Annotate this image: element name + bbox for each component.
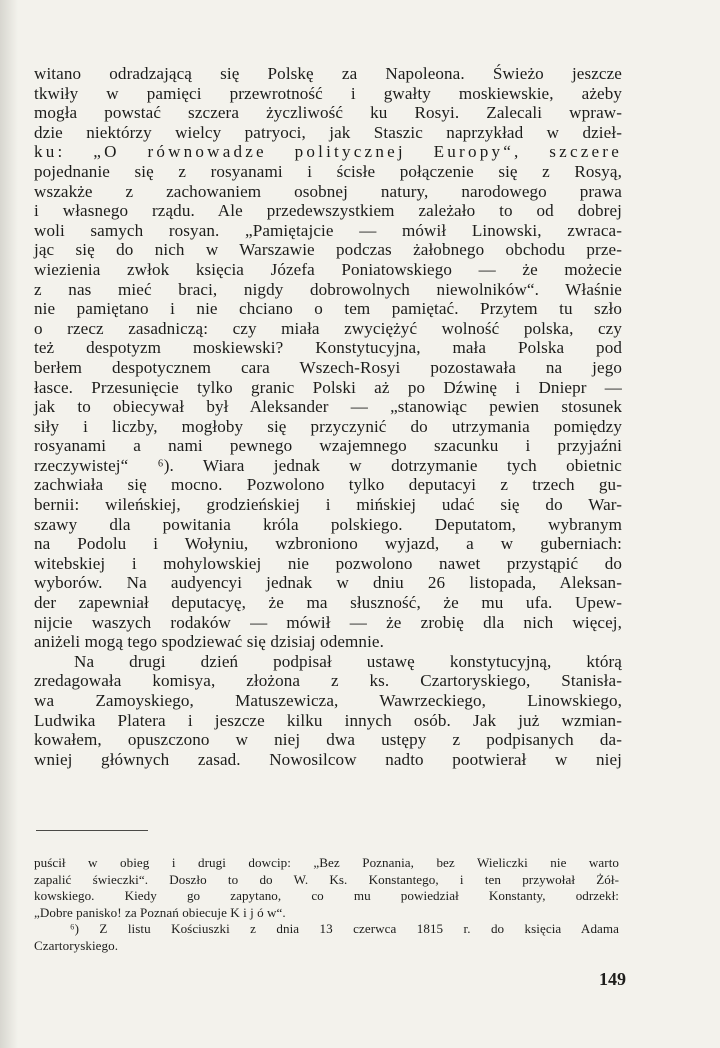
text-line: kowałem, opuszczono w niej dwa ustępy z podpisanych da-	[34, 730, 622, 750]
text-line: dzie niektórzy wielcy patryoci, jak Staszic naprzykład w dzieł-	[34, 122, 622, 142]
text-line: tkwiły w pamięci przewrotność i gwałty moskiewskie, ażeby	[34, 83, 622, 103]
text-line: pojednanie się z rosyanami i ścisłe połączenie się z Rosyą,	[34, 161, 622, 181]
text-line: wszakże z zachowaniem osobnej natury, narodowego prawa	[34, 181, 622, 201]
text-line: jak to obiecywał był Aleksander — „stanowiąc pewien stosunek	[34, 397, 622, 417]
text-line: Ludwika Platera i jeszcze kilku innych osób. Jak już wzmian-	[34, 710, 622, 730]
text-line: siły i liczby, mogłoby się przyczynić do utrzymania pomiędzy	[34, 416, 622, 436]
text-line: nijcie waszych rodaków — mówił — że zrobię dla nich więcej,	[34, 612, 622, 632]
footnote-divider	[36, 830, 148, 831]
page-number: 149	[599, 969, 626, 989]
footnote-line: kowskiego. Kiedy go zapytano, co mu powiedział Konstanty, odrzekł:	[34, 888, 619, 904]
text-line: ku: „O równowadze politycznej Europy“, szczere	[34, 142, 622, 162]
text-line: wiezienia zwłok księcia Józefa Poniatowskiego — że możecie	[34, 259, 622, 279]
page-spine-shadow	[0, 0, 18, 1048]
footnote-line: zapalić świeczki“. Doszło to do W. Ks. Konstantego, i ten przywołał Żół-	[34, 871, 619, 887]
text-line: mogła powstać szczera życzliwość ku Rosyi. Zalecali wpraw-	[34, 103, 622, 123]
text-line: zredagowała komisya, złożona z ks. Czartoryskiego, Stanisła-	[34, 671, 622, 691]
text-line: witano odradzającą się Polskę za Napoleona. Świeżo jeszcze	[34, 64, 622, 83]
text-line: szawy dla powitania króla polskiego. Deputatom, wybranym	[34, 514, 622, 534]
text-line: woli samych rosyan. „Pamiętajcie — mówił Linowski, zwraca-	[34, 220, 622, 240]
text-line: berłem despotycznem cara Wszech-Rosyi pozostawała na jego	[34, 357, 622, 377]
text-line: jąc się do nich w Warszawie podczas żałobnego obchodu prze-	[34, 240, 622, 260]
main-text	[34, 64, 622, 769]
text-line: i własnego rządu. Ale przedewszystkiem zależało to od dobrej	[34, 201, 622, 221]
text-line: z nas mieć braci, nigdy dobrowolnych niewolników“. Właśnie	[34, 279, 622, 299]
text-line: aniżeli mogą tego spodziewać się dzisiaj odemnie.	[34, 632, 384, 652]
text-line: łasce. Przesunięcie tylko granic Polski aż po Dźwinę i Dniepr —	[34, 377, 622, 397]
text-line: zachwiała się mocno. Pozwolono tylko deputacyi z trzech gu-	[34, 475, 622, 495]
text-line: wniej głównych zasad. Nowosilcow nadto pootwierał w niej	[34, 749, 622, 769]
text-line: Na drugi dzień podpisał ustawę konstytucyjną, którą	[74, 651, 622, 671]
text-line: nie pamiętano i nie chciano o tem pamiętać. Przytem tu szło	[34, 299, 622, 319]
footnote-line: Czartoryskiego.	[34, 937, 119, 953]
text-line: witebskiej i mohylowskiej nie pozwolono nawet przystąpić do	[34, 553, 622, 573]
text-line: wa Zamoyskiego, Matuszewicza, Wawrzeckiego, Linowskiego,	[34, 691, 622, 710]
footnote-line: „Dobre panisko! za Poznań obiecuje K i j ó w“.	[34, 904, 286, 920]
footnote-line: puścił w obieg i drugi dowcip: „Bez Poznania, bez Wieliczki nie warto	[34, 855, 619, 870]
text-line: der zapewniał deputacyę, że ma słuszność, że mu ufa. Upew-	[34, 593, 622, 613]
text-line: wyborów. Na audyencyi jednak w dniu 26 listopada, Aleksan-	[34, 573, 622, 593]
text-line: rzeczywistej“ ⁶). Wiara jednak w dotrzymanie tych obietnic	[34, 455, 622, 475]
text-line: też despotyzm moskiewski? Konstytucyjna, mała Polska pod	[34, 338, 622, 358]
text-line: bernii: wileńskiej, grodzieńskiej i mińskiej udać się do War-	[34, 495, 622, 515]
footnotes	[34, 855, 619, 955]
text-line: o rzecz zasadniczą: czy miała zwyciężyć wolność polska, czy	[34, 318, 622, 338]
footnote-line: ⁶) Z listu Kościuszki z dnia 13 czerwca 1815 r. do księcia Adama	[70, 921, 619, 937]
text-line: na Podolu i Wołyniu, wzbroniono wyjazd, a w guberniach:	[34, 534, 622, 554]
text-line: rosyanami a nami pewnego wzajemnego szacunku i przyjaźni	[34, 436, 622, 456]
